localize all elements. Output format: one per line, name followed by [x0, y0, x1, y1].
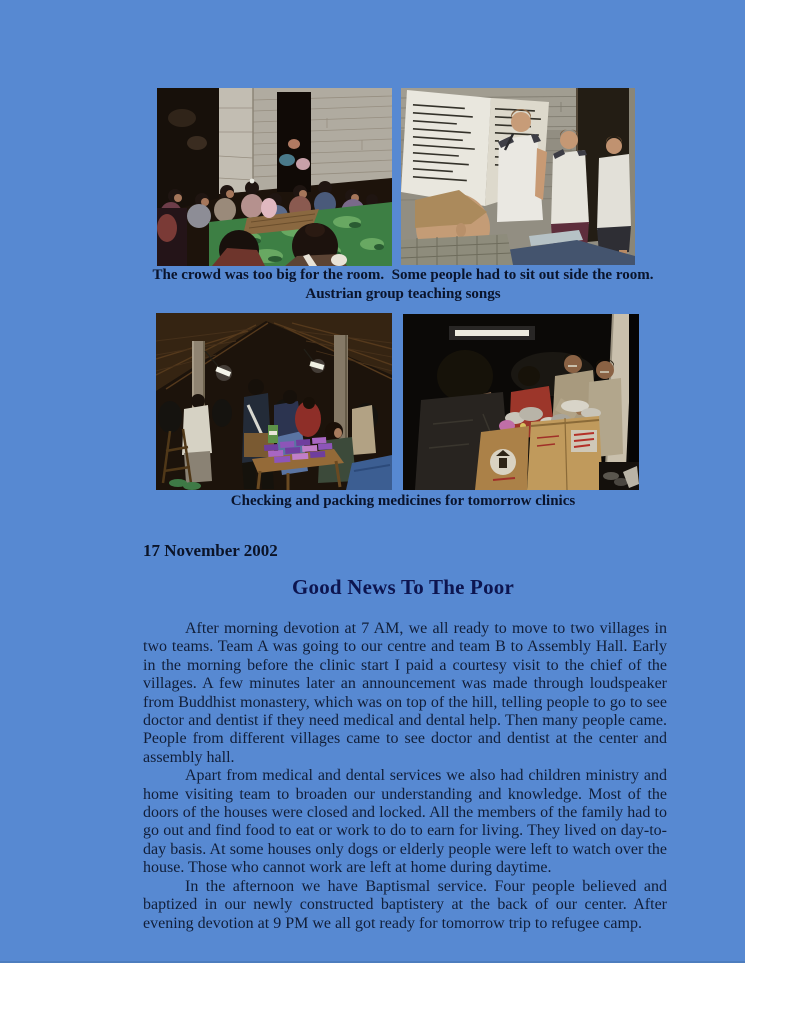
- article-date: 17 November 2002: [143, 541, 278, 560]
- caption-top-line1: The crowd was too big for the room. Some people had to sit out side the room.: [152, 267, 654, 283]
- paragraph: After morning devotion at 7 AM, we all ready to move to two villages in two teams. Team A was going to our centre and team B to Assembly Hall. Early in the morning before the clinic start I paid a courtesy visit to the chief of the villages. A few minutes later an announcement was made through loudspeaker from Buddhist monastery, which was on top of the hill, telling people to go to see doctor and dentist if they need medical and dental help. Then many people came. People from different villages came to see doctor and dentist at the center and assembly hall.: [143, 620, 667, 766]
- paragraph: Apart from medical and dental services we also had children ministry and home visiting team to broaden our understanding and knowledge. Most of the doors of the houses were closed and locked. All the members of the family had to go out and find food to eat or work to do to earn for living. They lived on day-to-day basis. At some houses only dogs or elderly people were left to watch over the house. Those who cannot work are left at home during daytime.: [143, 767, 667, 877]
- caption-bottom: [103, 492, 703, 511]
- paragraph: In the afternoon we have Baptismal service. Four people believed and baptized in our newly constructed baptistery at the back of our center. After evening devotion at 9 PM we all got ready for tomorrow trip to refugee camp.: [143, 877, 667, 932]
- photo-crowd-room: [157, 88, 392, 266]
- caption-top-line2: Austrian group teaching songs: [305, 286, 501, 302]
- article-body: [143, 620, 667, 933]
- caption-bottom-line: Checking and packing medicines for tomorrow clinics: [230, 493, 576, 509]
- photo-packing-pavilion: [156, 313, 392, 490]
- photo-austrian-group: [401, 88, 635, 265]
- caption-top: [103, 266, 703, 304]
- photo-medicine-boxes: [403, 314, 639, 490]
- article-title: Good News To The Poor: [291, 575, 514, 599]
